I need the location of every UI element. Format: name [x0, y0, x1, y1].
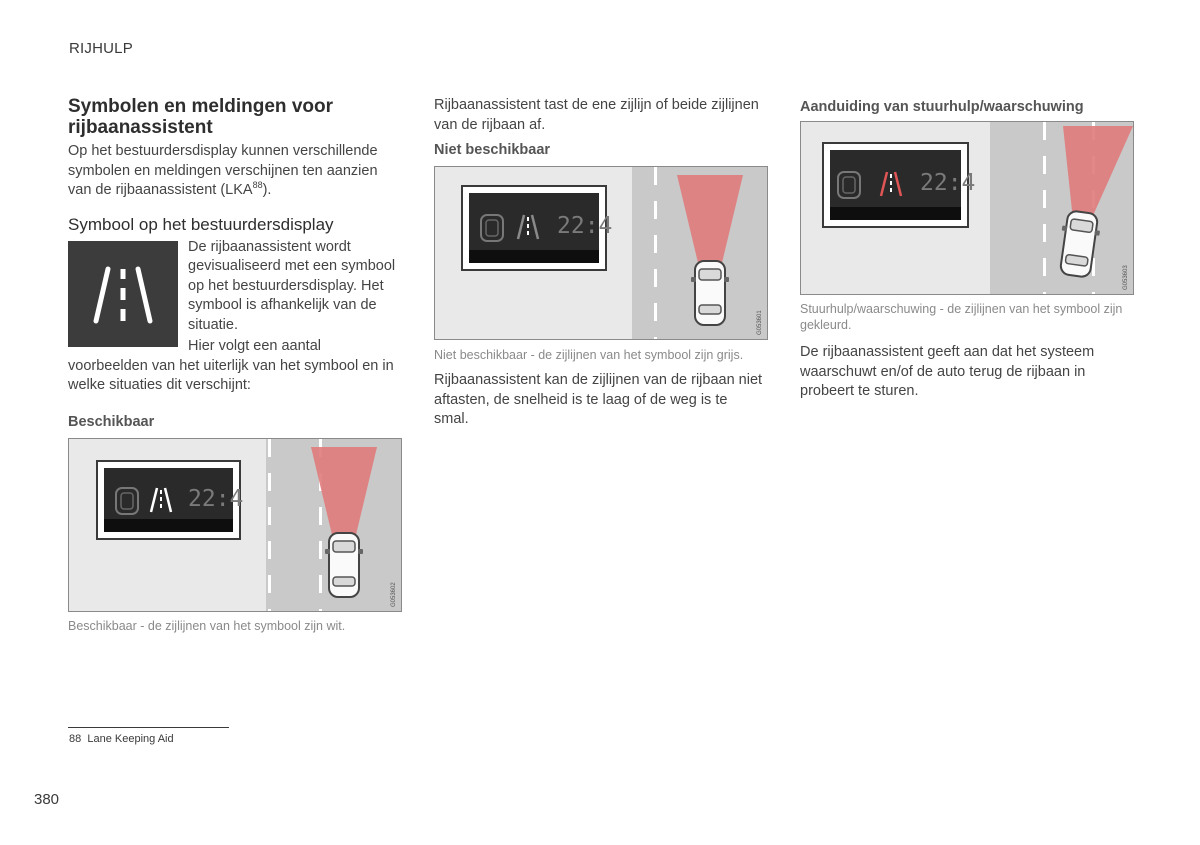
symbol-heading: Symbool op het bestuurdersdisplay — [68, 214, 334, 234]
warning-caption: Stuurhulp/waarschuwing - de zijlijnen van het symbool zijn gekleurd. — [800, 302, 1123, 332]
warning-heading: Aanduiding van stuurhulp/waarschuwing — [800, 99, 1084, 115]
driver-display — [461, 185, 613, 271]
lane-marking — [654, 167, 657, 339]
available-figure — [68, 438, 402, 612]
clock-text: 22:4 — [557, 213, 613, 239]
available-caption: Beschikbaar - de zijlijnen van het symbool zijn wit. — [68, 618, 346, 633]
symbol-text: De rijbaanassistent wordt gevisualiseerd met een symbool op het bestuurdersdisplay. Het symbool is afhankelijk van de situatie. — [188, 238, 396, 333]
car-icon — [691, 259, 729, 327]
lka-white-icon — [146, 484, 176, 516]
footnote-text: Lane Keeping Aid — [87, 733, 174, 745]
lka-colored-icon — [876, 168, 906, 200]
figure-code: G053602 — [391, 581, 397, 607]
intro-end: ). — [262, 182, 272, 198]
intro-paragraph — [68, 142, 404, 201]
clock-text: 22:4 — [188, 485, 244, 512]
driver-display — [96, 460, 244, 540]
intro-text: Op het bestuurdersdisplay kunnen verschillende symbolen en meldingen verschijnen ten aanzien van de rijbaanassistent (LKA — [68, 143, 378, 198]
footnote-ref: 88 — [252, 180, 263, 191]
unavailable-caption: Niet beschikbaar - de zijlijnen van het symbool zijn grijs. — [434, 348, 744, 362]
figure-code: G053601 — [757, 310, 763, 335]
speedometer-icon — [112, 484, 142, 518]
driver-display — [822, 142, 976, 228]
column-3 — [800, 96, 1136, 402]
overview-text: Hier volgt een aantal voorbeelden van het uiterlijk van het symbool en in welke situaties dit verschijnt: — [68, 338, 394, 393]
warning-figure — [800, 121, 1134, 295]
clock-text: 22:4 — [920, 170, 976, 196]
car-icon — [325, 531, 363, 599]
lka-symbol-icon — [68, 241, 178, 347]
speedometer-icon — [477, 211, 507, 245]
available-heading: Beschikbaar — [68, 413, 155, 430]
footnote — [69, 733, 174, 745]
symbol-block — [68, 238, 404, 396]
unavailable-figure — [434, 166, 768, 340]
page-title: Symbolen en meldingen voor rijbaanassistent — [68, 96, 333, 138]
footnote-number: 88 — [69, 733, 82, 745]
car-icon — [1053, 206, 1105, 282]
footnote-divider — [68, 727, 229, 728]
column-1 — [68, 96, 404, 634]
lane-marking — [268, 439, 271, 611]
section-label: RIJHULP — [69, 40, 133, 57]
warning-text: De rijbaanassistent geeft aan dat het systeem waarschuwt en/of de auto terug de rijbaan in probeert te sturen. — [800, 344, 1095, 399]
page-number: 380 — [34, 791, 60, 808]
unavailable-heading: Niet beschikbaar — [434, 142, 551, 158]
sensor-beam — [675, 175, 745, 270]
lane-marking — [1043, 122, 1046, 294]
lka-grey-icon — [513, 211, 543, 243]
sensor-beam — [309, 447, 379, 542]
column-2 — [434, 96, 770, 430]
col2-intro: Rijbaanassistent tast de ene zijlijn of beide zijlijnen van de rijbaan af. — [434, 97, 759, 133]
speedometer-icon — [834, 168, 864, 202]
figure-code: G053603 — [1123, 265, 1129, 290]
unavailable-text: Rijbaanassistent kan de zijlijnen van de rijbaan niet aftasten, de snelheid is te laag of de weg is te smal. — [434, 372, 763, 427]
